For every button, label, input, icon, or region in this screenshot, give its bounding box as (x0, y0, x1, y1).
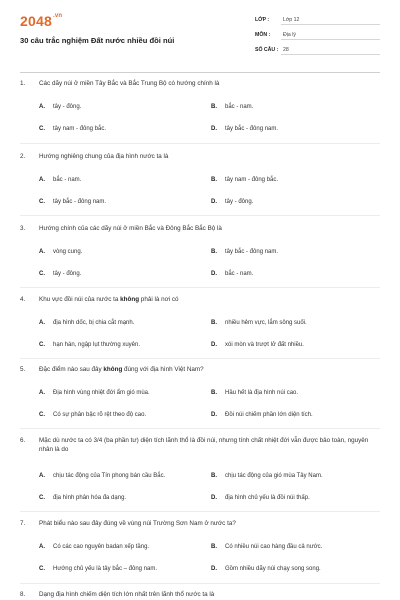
meta-label: MÔN : (255, 32, 271, 38)
question-number: 8. (20, 591, 26, 598)
question-text: Phát biểu nào sau đây đúng về vùng núi Trường Sơn Nam ở nước ta? (39, 520, 236, 527)
question-number: 5. (20, 366, 26, 373)
meta-underline (281, 54, 380, 55)
question-number: 4. (20, 296, 26, 303)
question-text: Dạng địa hình chiếm diện tích lớn nhất trên lãnh thổ nước ta là (39, 591, 215, 598)
question-text: Hướng nghiêng chung của địa hình nước ta là (39, 153, 169, 160)
question-number: 2. (20, 153, 26, 160)
meta-label: SỐ CÂU : (255, 47, 279, 53)
emphasis-text: không (103, 366, 123, 373)
meta-value: Địa lý (283, 32, 296, 38)
meta-value: Lớp 12 (283, 17, 300, 23)
logo-text: 2048 (20, 13, 52, 29)
question-number: 7. (20, 520, 26, 527)
question-separator (20, 358, 380, 359)
meta-underline (281, 39, 380, 40)
question-number: 1. (20, 80, 26, 87)
emphasis-text: không (120, 296, 140, 303)
meta-label: LỚP : (255, 17, 270, 23)
document-title: 30 câu trắc nghiệm Đất nước nhiều đồi núi (20, 36, 175, 45)
question-text: Khu vực đồi núi của nước ta không phải là nơi có (39, 296, 179, 303)
header-divider (20, 72, 380, 73)
question-number: 3. (20, 225, 26, 232)
question-separator (20, 428, 380, 429)
question-separator (20, 215, 380, 216)
question-text: Các dãy núi ở miền Tây Bắc và Bắc Trung Bộ có hướng chính là (39, 80, 220, 87)
question-separator (20, 143, 380, 144)
question-text: Đặc điểm nào sau đây không đúng với địa hình Việt Nam? (39, 366, 204, 373)
question-number: 6. (20, 437, 26, 444)
question-separator (20, 287, 380, 288)
site-logo[interactable] (20, 13, 62, 29)
document-header (0, 0, 400, 72)
logo-suffix: .vn (52, 13, 63, 19)
meta-underline (281, 24, 380, 25)
question-separator (20, 511, 380, 512)
meta-value: 28 (283, 47, 289, 53)
question-separator (20, 583, 380, 584)
question-text: Hướng chính của các dãy núi ở miền Bắc và Đông Bắc Bắc Bộ là (39, 225, 222, 232)
question-text: Mặc dù nước ta có 3/4 (ba phần tư) diện tích lãnh thổ là đồi núi, nhưng tính chất nhiệt đới vẫn được bảo toàn, nguyên nhân là do (39, 437, 369, 453)
